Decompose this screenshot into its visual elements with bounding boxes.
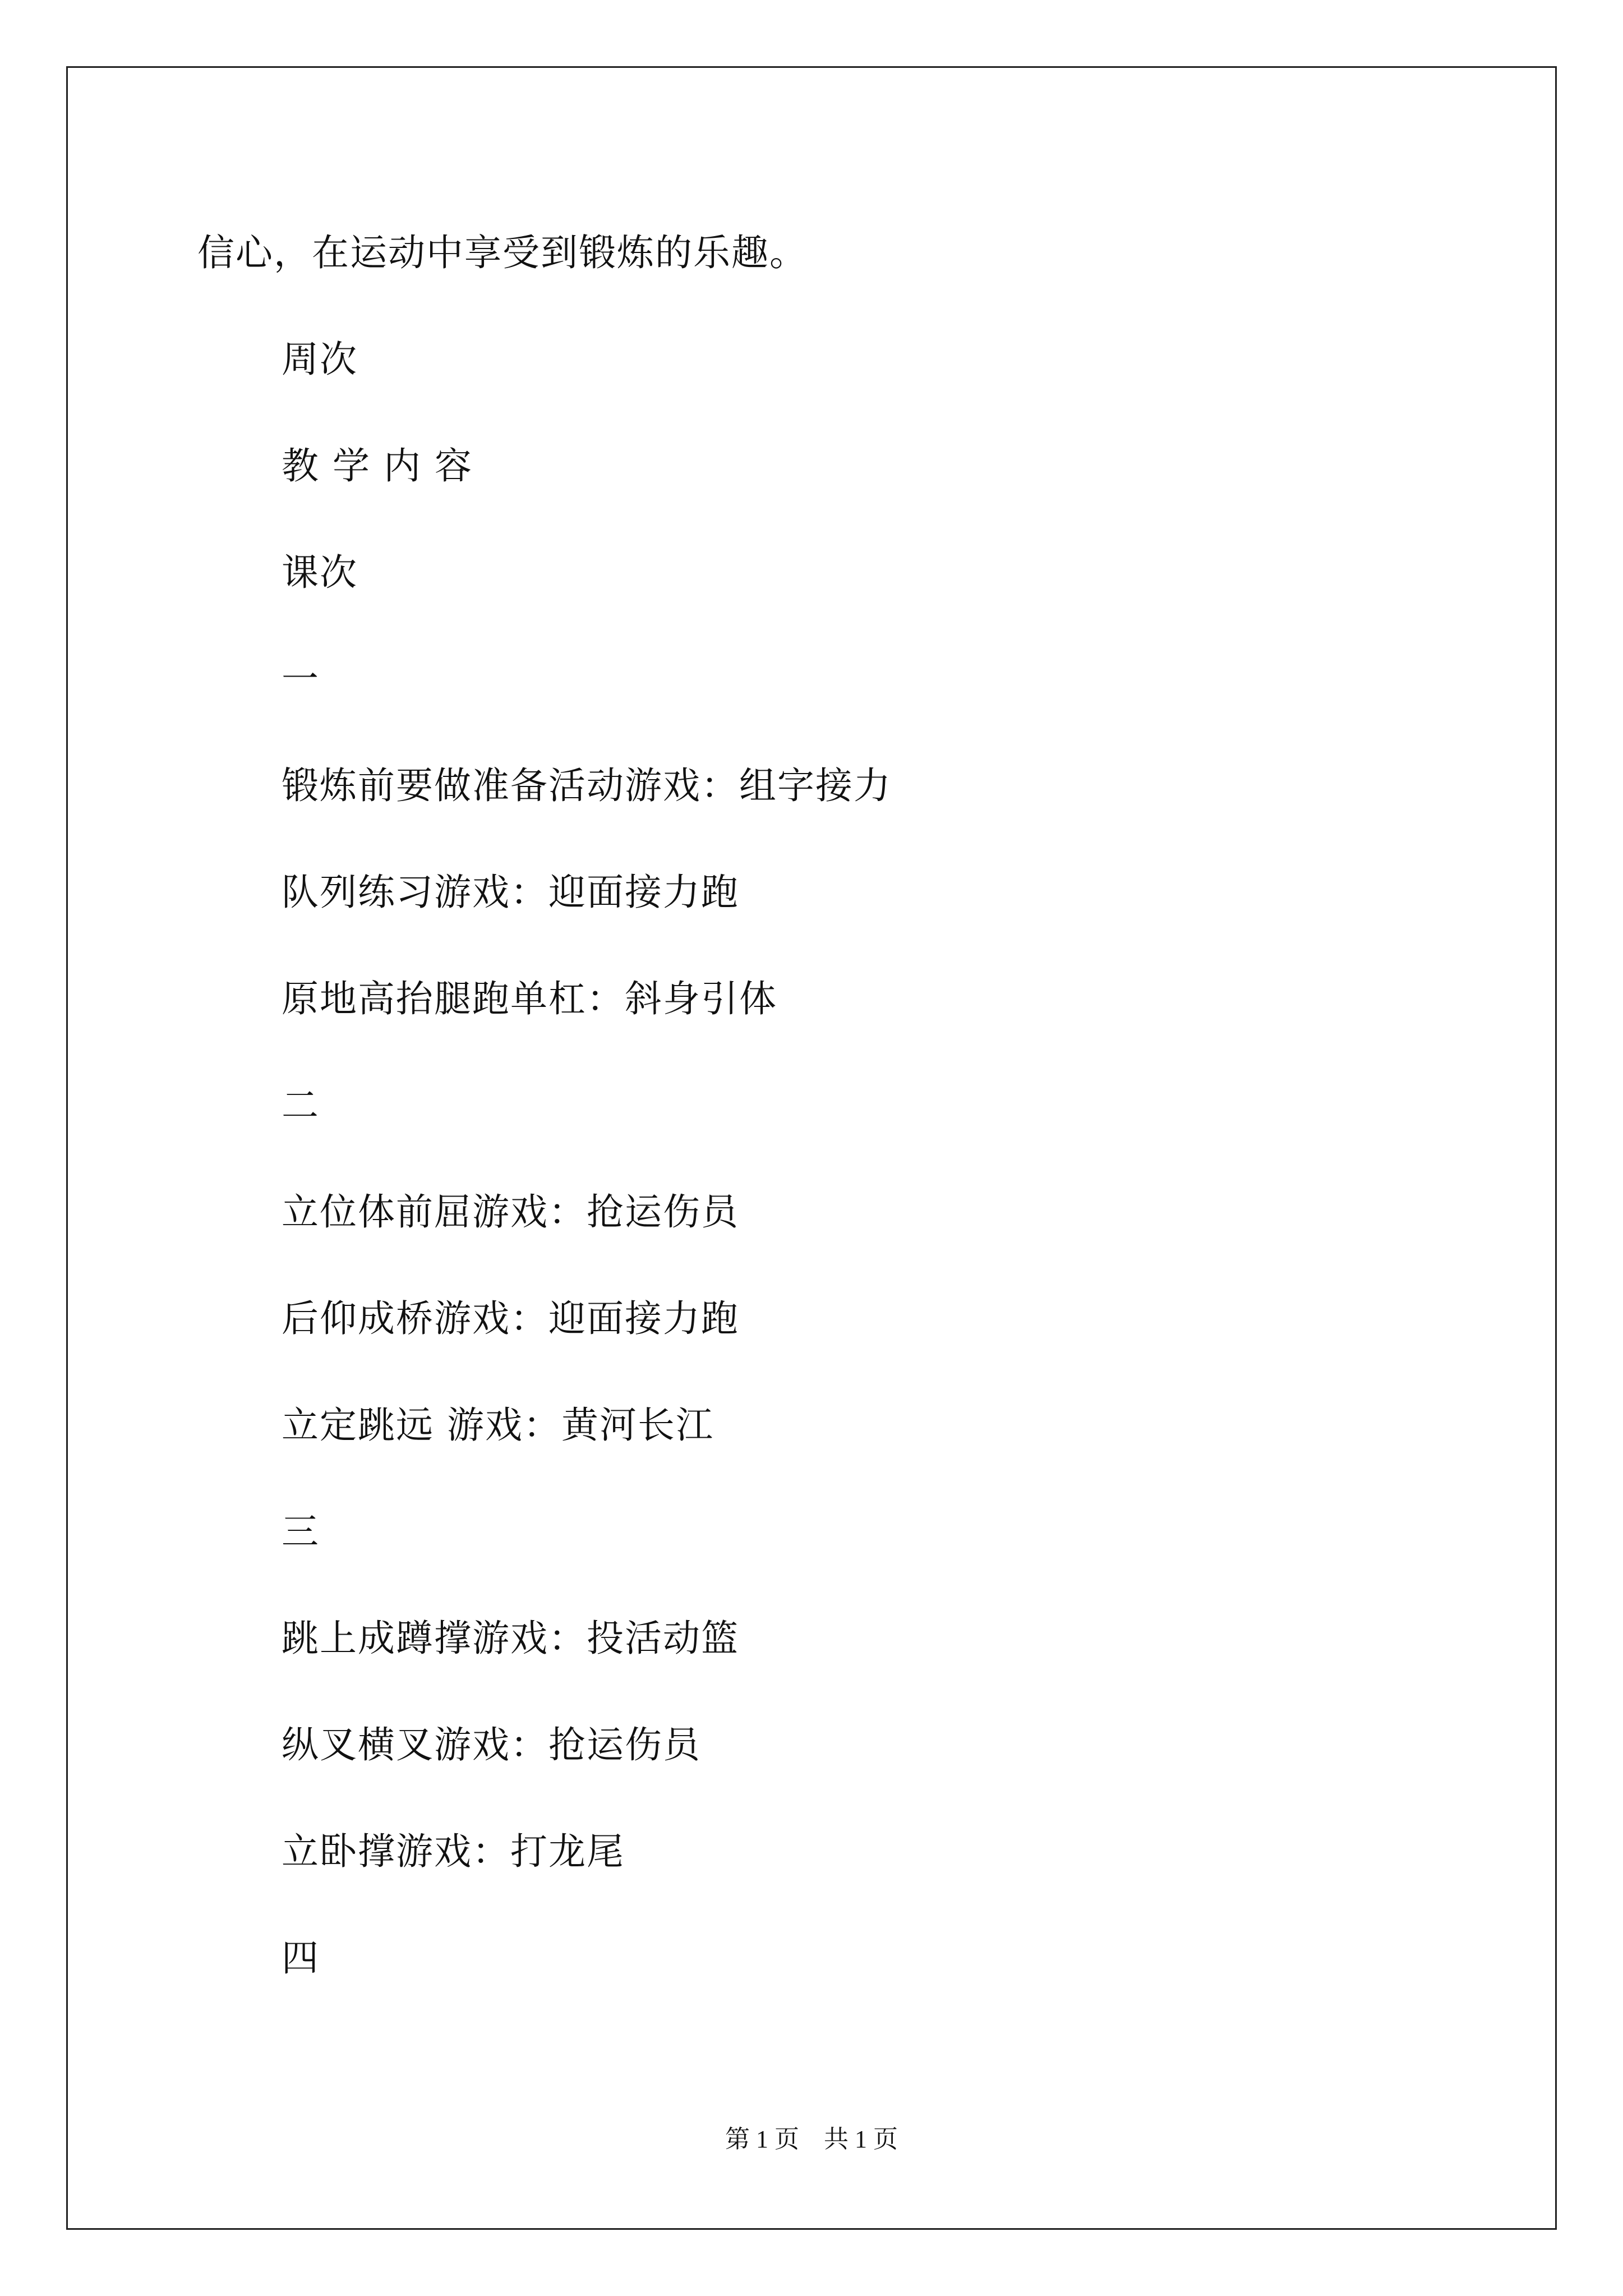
lesson-item: 跳上成蹲撑游戏：投活动篮 xyxy=(282,1617,739,1660)
lesson-item: 立位体前屈游戏：抢运伤员 xyxy=(282,1190,739,1234)
lesson-item: 立卧撑游戏：打龙尾 xyxy=(282,1830,625,1873)
table-header-week: 周次 xyxy=(282,338,358,381)
lesson-item: 原地高抬腿跑单杠：斜身引体 xyxy=(282,977,777,1020)
lesson-item: 纵叉横叉游戏：抢运伤员 xyxy=(282,1723,701,1766)
page-footer: 第 1 页 共 1 页 xyxy=(725,2125,898,2153)
week-number-4: 四 xyxy=(282,1936,320,1980)
lesson-item: 锻炼前要做准备活动游戏：组字接力 xyxy=(282,764,892,807)
table-header-content: 教 学 内 容 xyxy=(282,444,473,487)
week-number-2: 二 xyxy=(282,1084,320,1127)
lesson-item: 立定跳远 游戏：黄河长江 xyxy=(282,1404,714,1447)
week-number-1: 一 xyxy=(282,657,320,701)
page-border xyxy=(66,66,1557,2230)
lesson-item: 后仰成桥游戏：迎面接力跑 xyxy=(282,1297,739,1340)
week-number-3: 三 xyxy=(282,1510,320,1553)
lesson-item: 队列练习游戏：迎面接力跑 xyxy=(282,871,739,914)
paragraph-continuation: 信心，在运动中享受到锻炼的乐趣。 xyxy=(197,231,808,274)
table-header-lesson: 课次 xyxy=(282,551,358,594)
